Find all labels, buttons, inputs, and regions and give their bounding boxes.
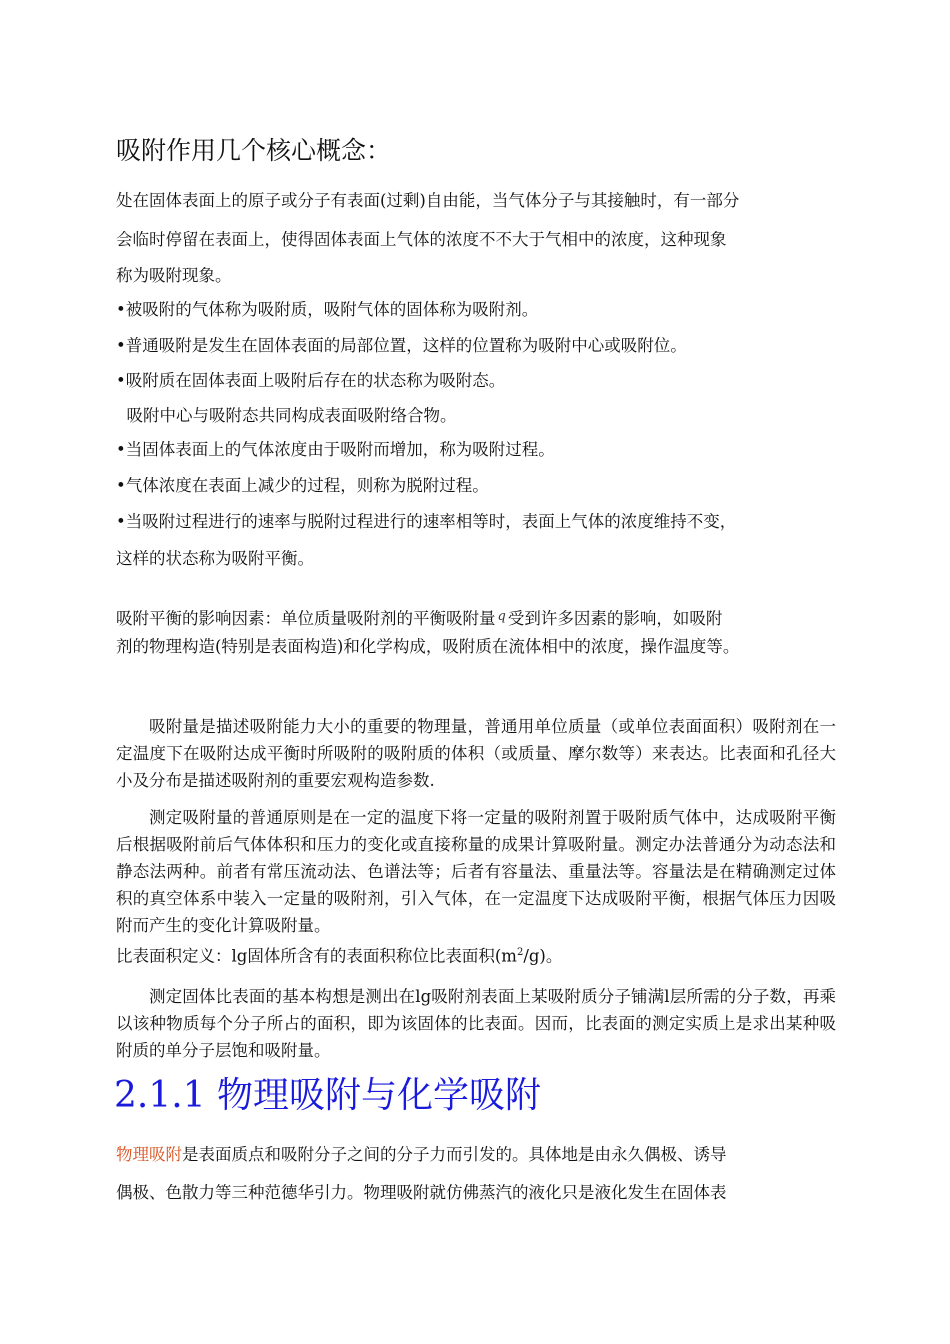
bullet-item: •被吸附的气体称为吸附质，吸附气体的固体称为吸附剂。 xyxy=(116,300,539,319)
specific-area-definition xyxy=(116,939,836,970)
influence-line-1 xyxy=(116,606,722,630)
bullet-item: 这样的状态称为吸附平衡。 xyxy=(116,549,314,568)
physical-adsorption-term: 物理吸附 xyxy=(116,1145,182,1164)
physical-line-2: 偶极、色散力等三种范德华引力。物理吸附就仿佛蒸汽的液化只是液化发生在固体表 xyxy=(116,1183,727,1202)
bullet-item: 吸附中心与吸附态共同构成表面吸附络合物。 xyxy=(116,406,457,425)
intro-line: 会临时停留在表面上，使得固体表面上气体的浓度不不大于气相中的浓度，这种现象 xyxy=(116,230,727,249)
influence-line-2: 剂的物理构造(特别是表面构造)和化学构成，吸附质在流体相中的浓度，操作温度等。 xyxy=(116,637,740,656)
physical-line-1 xyxy=(116,1144,727,1166)
bullet-item: •当固体表面上的气体浓度由于吸附而增加，称为吸附过程。 xyxy=(116,440,555,459)
measurement-text: 测定吸附量的普通原则是在一定的温度下将一定量的吸附剂置于吸附质气体中，达成吸附平衡后根据吸附前后气体体积和压力的变化或直接称量的成果计算吸附量。测定办法普通分为动态法和静态法两种。前者有常压流动法、色谱法等；后者有容量法、重量法等。容量法是在精确测定过体积的真空体系中装入一定量的吸附剂，引入气体，在一定温度下达成吸附平衡，根据气体压力因吸附而产生的变化计算吸附量。 xyxy=(116,808,836,935)
paragraph-measurement xyxy=(116,804,836,970)
page-title: 吸附作用几个核心概念： xyxy=(116,136,392,165)
superscript: 2 xyxy=(516,947,524,958)
influence-text: 吸附平衡的影响因素：单位质量吸附剂的平衡吸附量 xyxy=(116,609,496,628)
q-symbol: q xyxy=(497,609,506,624)
bullet-item: •吸附质在固体表面上吸附后存在的状态称为吸附态。 xyxy=(116,371,506,390)
bullet-item: •当吸附过程进行的速率与脱附过程进行的速率相等时，表面上气体的浓度维持不变， xyxy=(116,512,737,531)
influence-text: 受到许多因素的影响，如吸附 xyxy=(507,609,723,628)
bullet-item: •气体浓度在表面上减少的过程，则称为脱附过程。 xyxy=(116,476,489,495)
intro-line: 处在固体表面上的原子或分子有表面(过剩)自由能，当气体分子与其接触时，有一部分 xyxy=(116,191,740,210)
specific-area-tail: /g)。 xyxy=(523,946,563,966)
specific-area-text: 比表面积定义：lg固体所含有的表面积称位比表面积(m xyxy=(116,946,517,966)
paragraph-adsorption-amount: 吸附量是描述吸附能力大小的重要的物理量，普通用单位质量（或单位表面面积）吸附剂在一定温度下在吸附达成平衡时所吸附的吸附质的体积（或质量、摩尔数等）来表达。比表面和孔径大小及分布是描述吸附剂的重要宏观构造参数. xyxy=(116,717,836,790)
paragraph-basic-idea: 测定固体比表面的基本构想是测出在lg吸附剂表面上某吸附质分子铺满l层所需的分子数，再乘以该种物质每个分子所占的面积，即为该固体的比表面。因而，比表面的测定实质上是求出某种吸附质的单分子层饱和吸附量。 xyxy=(116,987,836,1060)
physical-text: 是表面质点和吸附分子之间的分子力而引发的。具体地是由永久偶极、诱导 xyxy=(182,1145,727,1164)
bullet-item: •普通吸附是发生在固体表面的局部位置，这样的位置称为吸附中心或吸附位。 xyxy=(116,336,687,355)
intro-line: 称为吸附现象。 xyxy=(116,266,232,285)
section-title: 2.1.1 物理吸附与化学吸附 xyxy=(114,1075,542,1116)
